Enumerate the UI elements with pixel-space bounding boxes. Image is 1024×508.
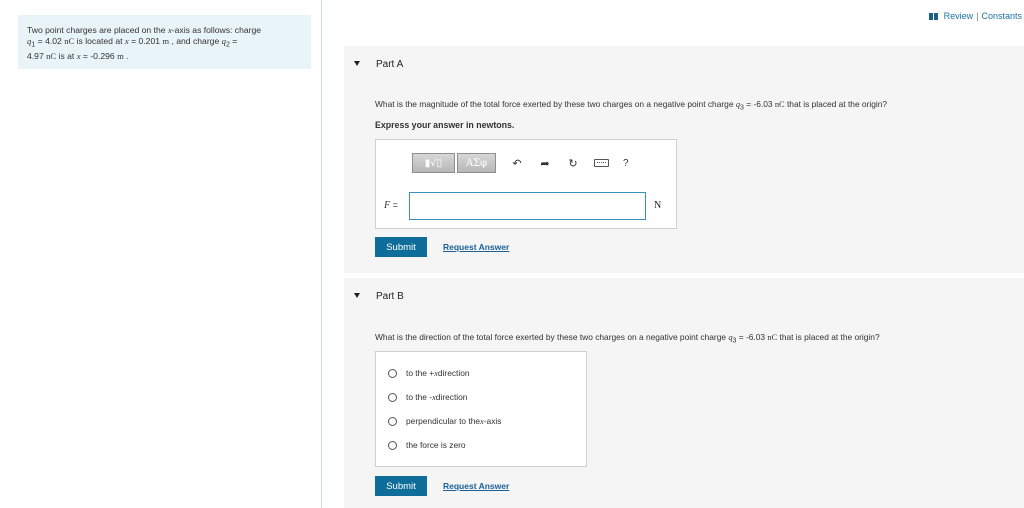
review-link[interactable]: Review [943,11,974,21]
answer-input[interactable] [409,192,646,220]
templates-button[interactable]: ▮√▯ [412,153,455,173]
part-b-title: Part B [376,291,404,302]
problem-panel [0,0,322,508]
part-a-submit-button[interactable]: Submit [375,237,427,257]
redo-icon[interactable]: ➦ [540,156,550,170]
answer-unit: N [654,200,662,211]
radio-button[interactable] [388,393,397,402]
answer-label: F = [384,200,398,211]
part-b-request-answer-link[interactable]: Request Answer [443,481,510,491]
choice-minus-x[interactable]: to the - x direction [388,392,467,402]
review-icon[interactable] [929,13,939,20]
top-links [929,11,1022,21]
answer-box [375,139,677,229]
constants-link[interactable]: Constants [981,11,1022,21]
radio-button[interactable] [388,417,397,426]
radio-button[interactable] [388,369,397,378]
part-a-question: What is the magnitude of the total force exerted by these two charges on a negative point charge $q_3 = -6.03$ nC that is placed at the origin? [375,99,888,112]
part-b-question: What is the direction of the total force exerted by these two charges on a negative point charge $q_3 = -6.03$ nC that is placed at the origin? [375,332,880,345]
help-button[interactable]: ? [623,157,629,169]
link-separator: | [976,11,979,21]
collapse-triangle-icon[interactable] [354,293,360,298]
math-toolbar [412,153,629,173]
part-a-header[interactable] [344,46,1024,86]
collapse-triangle-icon[interactable] [354,61,360,66]
part-b-header[interactable] [344,278,1024,318]
greek-symbols-button[interactable]: ΑΣφ [457,153,496,173]
choice-perpendicular[interactable]: perpendicular to the x -axis [388,416,501,426]
reset-icon[interactable]: ↻ [568,156,578,170]
part-b-submit-button[interactable]: Submit [375,476,427,496]
part-a-title: Part A [376,59,404,70]
choice-plus-x[interactable]: to the + x direction [388,368,470,378]
part-a-request-answer-link[interactable]: Request Answer [443,242,510,252]
part-a-instruction: Express your answer in newtons. [375,120,515,130]
choice-zero[interactable]: the force is zero [388,440,466,450]
choices-box [375,351,587,467]
undo-icon[interactable]: ↶ [512,156,522,170]
keyboard-icon[interactable] [594,159,609,167]
problem-statement: Two point charges are placed on the x-axis as follows: charge $q_1 = 4.02$ nC is located at x = 0.201 m , and charge $q_2$ = 4.97 nC is at x = -0.296 m . [18,15,311,69]
radio-button[interactable] [388,441,397,450]
